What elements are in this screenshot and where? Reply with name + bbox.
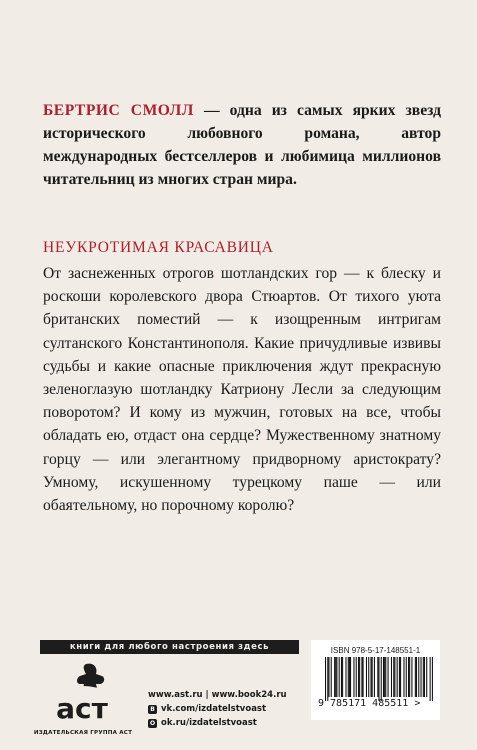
- barcode-bar: [415, 657, 416, 697]
- barcode-bar: [409, 657, 410, 697]
- author-bio-text: — одна из самых ярких звезд исторического любовного романа, автор международных бестселлеров и любимица миллионов читательниц из многих стран мира.: [43, 102, 441, 188]
- ok-icon: О: [149, 719, 156, 727]
- barcode-bar: [377, 657, 378, 697]
- barcode-bar: [378, 657, 379, 701]
- barcode-bar: [350, 657, 351, 697]
- barcode-bar: [383, 657, 384, 697]
- barcode-bar: [349, 657, 350, 697]
- barcode-bar: [393, 657, 394, 697]
- barcode-bar: [411, 657, 412, 697]
- book-title: НЕУКРОТИМАЯ КРАСАВИЦА: [43, 239, 274, 256]
- isbn-label: ISBN 978-5-17-148551-1: [330, 646, 421, 655]
- author-bio: [43, 99, 441, 191]
- barcode-bar: [334, 657, 335, 697]
- barcode-bar: [325, 657, 326, 701]
- barcode-bar: [399, 657, 400, 697]
- barcode-bar: [336, 657, 337, 697]
- barcode-bar: [381, 657, 382, 701]
- barcode-bar: [418, 657, 419, 697]
- barcode-bar: [345, 657, 346, 697]
- barcode-bar: [372, 657, 373, 697]
- barcode-bar: [339, 657, 340, 697]
- barcode-bar: [385, 657, 386, 697]
- author-name: БЕРТРИС СМОЛЛ: [43, 102, 194, 119]
- ast-logo-text: аст: [56, 692, 108, 725]
- barcode-bar: [374, 657, 375, 697]
- barcode-bar: [397, 657, 398, 697]
- barcode-bar: [341, 657, 342, 697]
- barcode-bar: [370, 657, 371, 697]
- barcode-bar: [335, 657, 336, 697]
- barcode-bar: [366, 657, 367, 697]
- barcode-bar: [384, 657, 385, 697]
- barcode-bar: [403, 657, 404, 697]
- barcode-bar: [328, 657, 329, 697]
- barcode-bar: [348, 657, 349, 697]
- barcode-bar: [359, 657, 360, 697]
- barcode-bar: [423, 657, 424, 697]
- barcode-bar: [416, 657, 417, 697]
- ok-link[interactable]: ok.ru/izdatelstvoast: [161, 718, 257, 728]
- sites-link[interactable]: www.ast.ru | www.book24.ru: [148, 690, 287, 700]
- barcode-bar: [408, 657, 409, 697]
- barcode-bar: [400, 657, 401, 697]
- barcode-bar: [406, 657, 407, 697]
- barcode-bar: [424, 657, 425, 697]
- ean-digits: 9 785171 485511 >: [318, 698, 421, 709]
- ast-logo-icon: [42, 660, 122, 732]
- barcode-bar: [327, 657, 328, 701]
- vk-icon: В: [148, 705, 157, 714]
- barcode-bar: [358, 657, 359, 697]
- ok-row: [148, 716, 287, 730]
- tagline-bar: книги для любого настроения здесь: [40, 640, 299, 654]
- barcode-bar: [391, 657, 392, 697]
- barcode-bar: [388, 657, 389, 697]
- barcode-bar: [342, 657, 343, 697]
- publisher-caption: ИЗДАТЕЛЬСКАЯ ГРУППА АСТ: [33, 730, 133, 736]
- barcode-bar: [394, 657, 395, 697]
- barcode-bar: [420, 657, 421, 697]
- book-description: От заснеженных отрогов шотландских гор — к блеску и роскоши королевского двора Стюартов. От тихого уюта британских поместий — к изощренным интригам султанского Константинополя. Какие причудливые извивы судьбы и какие опасные приключения ждут прекрасную зеленоглазую шотландку Катриону Лесли за следующим поворотом? И кому из мужчин, готовых на все, чтобы обладать ею, отдаст она сердце? Мужественному знатному горцу — или элегантному придворному аристократу? Умному, искушенному турецкому паше — или обаятельному, но порочному королю?: [43, 265, 441, 515]
- barcode-bar: [353, 657, 354, 697]
- barcode-bar: [368, 657, 369, 697]
- publisher-links: [148, 688, 287, 730]
- barcode-bar: [356, 657, 357, 697]
- barcode-bar: [363, 657, 364, 697]
- sites-row: [148, 688, 287, 702]
- barcode-bar: [361, 657, 362, 697]
- barcode-bar: [331, 657, 332, 697]
- vk-link[interactable]: vk.com/izdatelstvoast: [161, 704, 267, 714]
- barcode-bar: [432, 657, 433, 701]
- barcode-bar: [430, 657, 431, 701]
- vk-row: [148, 702, 287, 716]
- barcode-bar: [426, 657, 427, 697]
